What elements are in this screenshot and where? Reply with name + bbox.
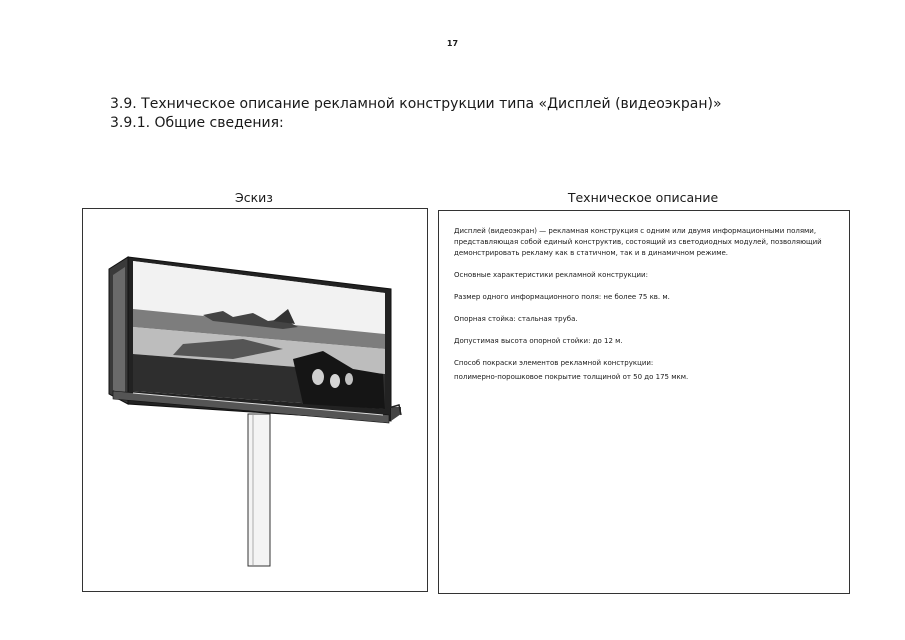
description-paragraph: Способ покраски элементов рекламной конструкции:	[454, 359, 654, 367]
subsection-heading: 3.9.1. Общие сведения:	[110, 115, 284, 131]
description-paragraph: Основные характеристики рекламной конструкции:	[454, 271, 648, 279]
description-paragraph: полимерно-порошковое покрытие толщиной от 50 до 175 мкм.	[454, 373, 689, 381]
description-paragraph: Размер одного информационного поля: не более 75 кв. м.	[454, 293, 670, 301]
description-paragraph: Опорная стойка: стальная труба.	[454, 315, 578, 323]
description-paragraph: Дисплей (видеоэкран) — рекламная конструкция с одним или двумя информационными полями, представляющая собой единый конструктив, состоящий из светодиодных модулей, позволяющий демонстрировать рекламу как в статичном, так и в динамичном режиме.	[454, 227, 822, 257]
description-panel	[438, 210, 850, 594]
sketch-panel	[82, 208, 428, 592]
description-text	[454, 226, 844, 394]
page-number: 17	[446, 39, 459, 48]
description-paragraph: Допустимая высота опорной стойки: до 12 м.	[454, 337, 623, 345]
section-heading: 3.9. Техническое описание рекламной конструкции типа «Дисплей (видеоэкран)»	[110, 96, 722, 112]
billboard-sketch-image	[83, 209, 427, 591]
sketch-title: Эскиз	[235, 190, 273, 205]
description-title: Техническое описание	[567, 190, 719, 205]
